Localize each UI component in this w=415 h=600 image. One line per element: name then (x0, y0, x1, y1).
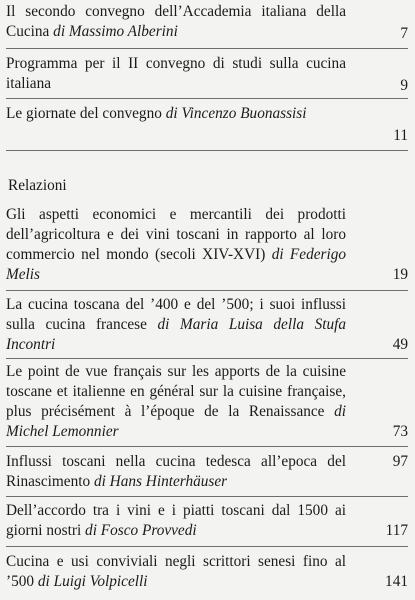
divider (6, 98, 408, 99)
toc-entry[interactable] (6, 205, 408, 285)
divider (6, 290, 408, 291)
toc-page-number: 7 (400, 25, 408, 42)
toc-entry[interactable] (6, 552, 408, 592)
toc-entry[interactable] (6, 104, 408, 144)
toc-page-number: 117 (385, 522, 408, 539)
divider (6, 48, 408, 49)
toc-entry-text: Gli aspetti economici e mercantili dei prodotti dell’agricoltura e dei vini toscani in rapporto al loro commercio nel mondo (secoli XIV-XVI) di Federigo Melis (6, 206, 347, 283)
toc-entry-author: di Luigi Volpicelli (37, 573, 148, 590)
divider (6, 546, 408, 547)
toc-entry-text: Programma per il II convegno di studi sulla cucina italiana (6, 55, 346, 92)
toc-page-number: 97 (392, 453, 408, 470)
toc-entry[interactable] (6, 2, 408, 42)
toc-page-number: 49 (392, 336, 408, 353)
section-heading: Relazioni (8, 177, 67, 194)
toc-entry-text: Le point de vue français sur les apports de la cuisine toscane et italienne en général sur la cuisine française, plus précisément à l’époque de la Renaissance di Michel Lemonnier (6, 363, 347, 440)
toc-entry-text: Il secondo convegno dell’Accademia italiana della Cucina di Massimo Alberini (6, 3, 346, 40)
toc-entry-author: di Hans Hinterhäuser (93, 473, 228, 490)
divider (6, 496, 408, 497)
divider (6, 446, 408, 447)
toc-page-number: 11 (393, 127, 408, 144)
divider (6, 358, 408, 359)
toc-entry-author: di Michel Lemonnier (6, 403, 347, 440)
toc-entry[interactable] (6, 452, 408, 492)
toc-entry-author: di Federigo Melis (6, 246, 347, 283)
divider (6, 150, 408, 151)
toc-entry-author: di Vincenzo Buonassisi (165, 105, 307, 122)
toc-entry[interactable] (6, 362, 408, 442)
toc-entry-author: di Fosco Provvedi (85, 522, 197, 539)
toc-entry-text: La cucina toscana del ’400 e del ’500; i suoi influssi sulla cucina francese di Maria Luisa della Stufa Incontri (6, 296, 347, 353)
toc-entry[interactable] (6, 54, 408, 94)
toc-entry[interactable] (6, 501, 408, 541)
toc-page-number: 19 (392, 266, 408, 283)
toc-entry[interactable] (6, 295, 408, 355)
toc-page-number: 9 (400, 77, 408, 94)
toc-page-number: 141 (385, 573, 408, 590)
toc-entry-text: Le giornate del convegno di Vincenzo Buonassisi (6, 105, 307, 122)
toc-entry-text: Dell’accordo tra i vini e i piatti toscani dal 1500 ai giorni nostri di Fosco Provvedi (6, 502, 346, 539)
toc-page-number: 73 (392, 423, 408, 440)
toc-entry-text: Influssi toscani nella cucina tedesca all’epoca del Rinascimento di Hans Hinterhäuser (6, 453, 346, 490)
toc-entry-author: di Maria Luisa della Stufa Incontri (6, 316, 347, 353)
toc-entry-text: Cucina e usi conviviali negli scrittori senesi fino al ’500 di Luigi Volpicelli (6, 553, 346, 590)
toc-entry-author: di Massimo Alberini (53, 23, 178, 40)
